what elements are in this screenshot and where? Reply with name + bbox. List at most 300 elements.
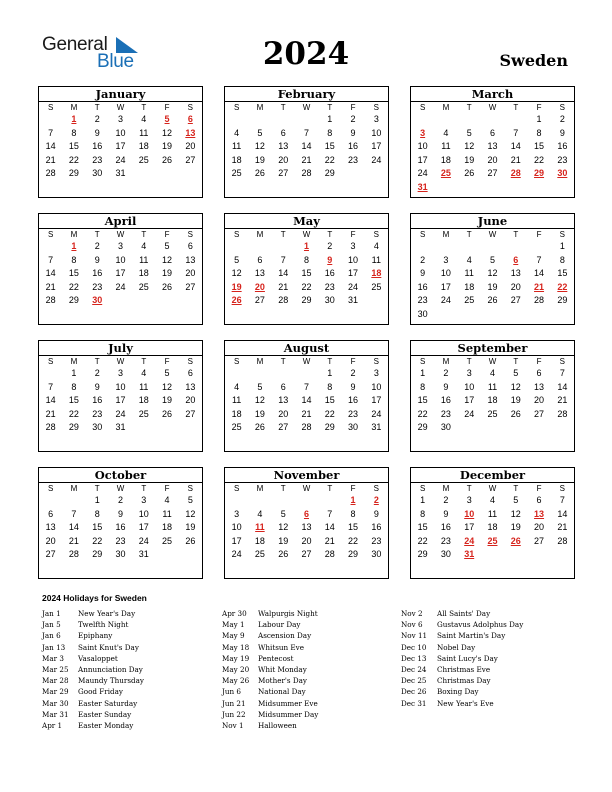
week-row [411,308,574,322]
day-cell: 20 [510,281,521,292]
holiday-item [42,630,144,641]
day-cell: 28 [557,408,568,419]
day-cell: 3 [350,241,356,251]
day-cell [248,240,271,254]
day-cell [551,308,574,322]
day-cell: 22 [301,281,312,292]
day-cell: 9 [420,268,426,279]
day-cell: 15 [68,141,79,152]
weekday-label: S [419,103,426,112]
day-cell: 13 [487,141,498,152]
weekday-label: W [302,484,311,493]
day-cell [527,308,550,322]
day-cell: 26 [487,295,498,306]
day-cell: 26 [185,535,196,546]
day-cell [481,421,504,435]
holiday-item [222,720,318,731]
holiday-name: Christmas Eve [437,664,491,674]
day-cell: 27 [185,408,196,419]
month-title: June [411,214,574,229]
weekday-label: W [302,357,311,366]
day-cell [39,367,62,381]
weekday-label: F [164,103,170,112]
holiday-name: Saint Knut's Day [78,642,139,652]
day-cell: 6 [536,495,542,505]
logo-text-general: General [42,34,108,55]
day-cell: 4 [141,241,147,251]
day-cell: 20 [185,141,196,152]
week-row [411,494,574,508]
day-cell [179,167,202,181]
week-row [225,421,388,435]
holiday-date: May 19 [222,653,250,663]
day-cell: 17 [464,395,475,406]
weekday-label: S [419,357,426,366]
week-row [39,113,202,127]
day-cell: 12 [162,381,173,392]
day-cell [39,240,62,254]
day-cell: 30 [348,422,359,433]
weekday-label: S [559,357,565,366]
day-cell: 3 [141,495,147,505]
holiday-date: Apr 1 [42,720,63,730]
day-cell: 2 [94,114,100,124]
day-cell: 12 [510,508,521,519]
weekday-label: F [536,103,542,112]
week-row [39,154,202,168]
day-cell: 27 [534,535,545,546]
week-row [39,254,202,268]
holiday-name: Ascension Day [258,631,312,641]
day-cell: 16 [324,268,335,279]
day-cell: 8 [71,254,77,265]
day-cell: 23 [557,154,568,165]
day-cell: 28 [324,549,335,560]
day-cell: 2 [443,368,449,378]
weekday-label: F [164,484,170,493]
week-row [225,281,388,295]
day-cell: 5 [280,508,286,519]
day-cell: 29 [324,168,335,179]
weekday-label: S [233,230,240,239]
day-cell: 13 [278,141,289,152]
weekday-header [411,356,574,367]
weekday-label: S [559,230,565,239]
day-cell: 18 [254,535,265,546]
week-row [39,367,202,381]
holiday-item [401,675,523,686]
day-cell: 17 [231,535,242,546]
day-cell: 24 [464,535,475,546]
day-cell: 5 [257,381,263,392]
month-title: May [225,214,388,229]
day-cell: 20 [534,395,545,406]
day-cell: 24 [231,549,242,560]
day-cell: 22 [417,535,428,546]
day-cell: 1 [94,495,100,505]
day-cell: 18 [440,154,451,165]
day-cell: 1 [327,368,333,378]
day-cell [248,113,271,127]
holiday-name: Halloween [258,720,297,730]
country-name: Sweden [499,51,568,70]
week-row [225,494,388,508]
day-cell: 22 [534,154,545,165]
holiday-date: Nov 1 [222,720,244,730]
day-cell: 20 [254,281,265,292]
day-cell [155,548,178,562]
holiday-date: Mar 28 [42,676,69,686]
weekday-label: M [442,357,450,366]
day-cell [179,421,202,435]
day-cell: 19 [254,408,265,419]
day-cell: 2 [420,254,426,265]
holiday-date: Mar 31 [42,709,69,719]
holiday-item [222,698,318,709]
day-cell: 14 [510,141,521,152]
holiday-name: All Saints' Day [437,609,491,618]
holiday-date: Mar 30 [42,698,69,708]
day-cell: 9 [443,381,449,392]
holiday-item [222,642,318,653]
day-cell: 4 [141,114,147,124]
month-april [38,213,203,325]
day-cell: 9 [559,127,565,138]
weekday-label: T [327,230,333,239]
day-cell [272,113,295,127]
day-cell: 19 [185,522,196,533]
holiday-date: Dec 24 [401,664,427,674]
day-cell: 10 [115,254,126,265]
holiday-date: Dec 26 [401,687,427,697]
day-cell: 18 [162,522,173,533]
day-cell: 2 [559,114,565,124]
weekday-label: W [488,357,497,366]
holiday-date: Jan 1 [42,609,61,618]
day-cell: 28 [45,168,56,179]
day-cell: 24 [348,281,359,292]
week-row [411,367,574,381]
weekday-label: T [280,230,286,239]
day-cell: 19 [278,535,289,546]
day-cell: 14 [301,395,312,406]
day-cell: 14 [301,141,312,152]
day-cell [551,548,574,562]
day-cell: 1 [71,241,77,251]
week-row [39,421,202,435]
day-cell: 18 [371,268,382,279]
week-row [39,240,202,254]
holiday-date: Jun 6 [222,687,241,697]
day-cell: 4 [164,495,170,505]
weekday-label: T [94,484,100,493]
day-cell [551,181,574,195]
day-cell: 10 [464,381,475,392]
weekday-header [39,483,202,494]
day-cell: 13 [185,381,196,392]
day-cell [248,494,271,508]
week-row [225,521,388,535]
day-cell: 1 [559,241,565,251]
week-row [39,494,202,508]
weekday-header [225,229,388,240]
day-cell: 22 [557,281,568,292]
month-march [410,86,575,198]
day-cell: 15 [417,522,428,533]
weekday-header [39,229,202,240]
holiday-item [401,653,523,664]
day-cell: 29 [68,422,79,433]
holiday-item [222,608,318,619]
weekday-label: S [47,484,54,493]
day-cell: 16 [92,395,103,406]
day-cell: 3 [117,368,123,378]
day-cell: 24 [440,295,451,306]
weekday-label: W [116,103,125,112]
month-title: October [39,468,202,483]
weekday-label: S [559,103,565,112]
day-cell: 22 [92,535,103,546]
day-cell: 28 [45,295,56,306]
weekday-label: T [280,484,286,493]
weekday-label: M [70,230,78,239]
holidays-title: 2024 Holidays for Sweden [42,593,147,603]
day-cell: 17 [138,522,149,533]
day-cell: 3 [420,127,426,138]
day-cell: 27 [487,168,498,179]
weekday-label: T [327,357,333,366]
month-february [224,86,389,198]
weekday-label: W [116,230,125,239]
day-cell: 23 [92,154,103,165]
day-cell: 24 [417,168,428,179]
day-cell: 24 [115,408,126,419]
day-cell: 10 [115,381,126,392]
month-title: March [411,87,574,102]
weekday-label: F [350,230,356,239]
week-row [411,167,574,181]
holiday-item [401,698,523,709]
weekday-label: F [536,484,542,493]
day-cell: 21 [510,154,521,165]
day-cell: 13 [45,522,56,533]
day-cell: 28 [278,295,289,306]
day-cell: 21 [68,535,79,546]
day-cell: 18 [231,154,242,165]
day-cell: 19 [231,281,242,292]
day-cell: 12 [487,268,498,279]
weekday-label: T [280,103,286,112]
month-title: September [411,341,574,356]
holiday-name: National Day [258,687,306,697]
holiday-item [42,653,144,664]
day-cell: 27 [185,154,196,165]
holiday-item [401,664,523,675]
holiday-name: Easter Saturday [78,698,138,708]
day-cell: 19 [162,395,173,406]
weekday-label: S [187,357,193,366]
week-row [39,508,202,522]
day-cell: 6 [48,508,54,519]
day-cell: 17 [371,395,382,406]
weekday-header [411,483,574,494]
day-cell: 24 [371,154,382,165]
weekday-label: T [513,103,519,112]
day-cell [458,113,481,127]
weekday-label: W [488,103,497,112]
day-cell: 16 [371,522,382,533]
holiday-item [222,653,318,664]
day-cell: 25 [487,408,498,419]
day-cell: 27 [278,422,289,433]
weekday-label: T [94,103,100,112]
day-cell: 6 [489,127,495,138]
day-cell: 12 [254,141,265,152]
day-cell: 30 [440,422,451,433]
day-cell: 3 [117,241,123,251]
day-cell: 21 [45,154,56,165]
weekday-label: W [302,230,311,239]
day-cell: 12 [231,268,242,279]
weekday-label: T [466,484,472,493]
day-cell: 31 [115,168,126,179]
day-cell: 29 [92,549,103,560]
week-row [225,408,388,422]
day-cell: 25 [464,295,475,306]
day-cell: 8 [350,508,356,519]
day-cell: 16 [417,281,428,292]
day-cell: 13 [278,395,289,406]
day-cell: 30 [115,549,126,560]
month-title: January [39,87,202,102]
day-cell: 26 [464,168,475,179]
day-cell [248,367,271,381]
day-cell: 19 [510,522,521,533]
week-row [411,154,574,168]
day-cell: 28 [45,422,56,433]
holiday-item [42,642,144,653]
day-cell: 30 [417,308,428,319]
day-cell: 19 [510,395,521,406]
day-cell: 21 [301,154,312,165]
day-cell: 10 [464,508,475,519]
holiday-name: Epiphany [78,631,113,641]
holiday-name: New Year's Eve [437,698,494,708]
day-cell: 9 [94,254,100,265]
day-cell: 22 [348,535,359,546]
day-cell [504,181,527,195]
day-cell: 12 [162,127,173,138]
day-cell [504,113,527,127]
day-cell: 17 [115,268,126,279]
month-title: July [39,341,202,356]
holiday-date: May 9 [222,631,245,641]
day-cell: 21 [45,408,56,419]
week-row [225,381,388,395]
day-cell: 27 [45,549,56,560]
holidays-column [401,608,523,709]
day-cell: 15 [324,141,335,152]
day-cell: 7 [559,368,565,378]
week-row [411,281,574,295]
day-cell [458,181,481,195]
week-row [225,127,388,141]
day-cell: 20 [45,535,56,546]
holiday-date: Jun 22 [222,709,246,719]
day-cell: 15 [348,522,359,533]
day-cell [504,308,527,322]
day-cell: 8 [94,508,100,519]
month-august [224,340,389,452]
holiday-date: Dec 31 [401,698,427,708]
day-cell: 29 [68,168,79,179]
weekday-label: M [442,103,450,112]
day-cell: 13 [185,127,196,138]
day-cell: 5 [187,495,193,505]
day-cell: 2 [94,241,100,251]
day-cell: 10 [231,522,242,533]
day-cell: 12 [278,522,289,533]
day-cell: 15 [324,395,335,406]
day-cell: 10 [138,508,149,519]
week-row [225,254,388,268]
day-cell: 31 [348,295,359,306]
week-row [225,154,388,168]
day-cell: 9 [350,381,356,392]
day-cell: 8 [420,508,426,519]
day-cell: 24 [138,535,149,546]
day-cell: 25 [487,535,498,546]
day-cell: 26 [510,408,521,419]
day-cell [481,113,504,127]
day-cell: 29 [324,422,335,433]
weekday-label: S [187,484,193,493]
weekday-label: F [536,230,542,239]
day-cell [481,308,504,322]
day-cell: 6 [187,241,193,251]
day-cell: 3 [443,254,449,265]
week-row [225,394,388,408]
day-cell: 11 [231,141,242,152]
day-cell: 20 [487,154,498,165]
week-row [39,167,202,181]
day-cell [62,494,85,508]
day-cell: 20 [534,522,545,533]
week-row [39,140,202,154]
day-cell: 4 [373,241,379,251]
day-cell: 12 [464,141,475,152]
day-cell: 9 [443,508,449,519]
day-cell: 18 [138,395,149,406]
day-cell: 31 [115,422,126,433]
day-cell [551,421,574,435]
holiday-name: Saint Martin's Day [437,631,506,641]
day-cell [527,181,550,195]
day-cell: 29 [417,549,428,560]
day-cell: 13 [510,268,521,279]
day-cell: 6 [303,508,309,519]
weekday-label: T [466,357,472,366]
weekday-label: T [327,103,333,112]
day-cell [225,113,248,127]
weekday-header [225,483,388,494]
day-cell: 26 [162,154,173,165]
day-cell: 5 [513,495,519,505]
weekday-label: W [488,230,497,239]
week-row [225,535,388,549]
day-cell: 14 [557,508,568,519]
day-cell: 4 [466,254,472,265]
